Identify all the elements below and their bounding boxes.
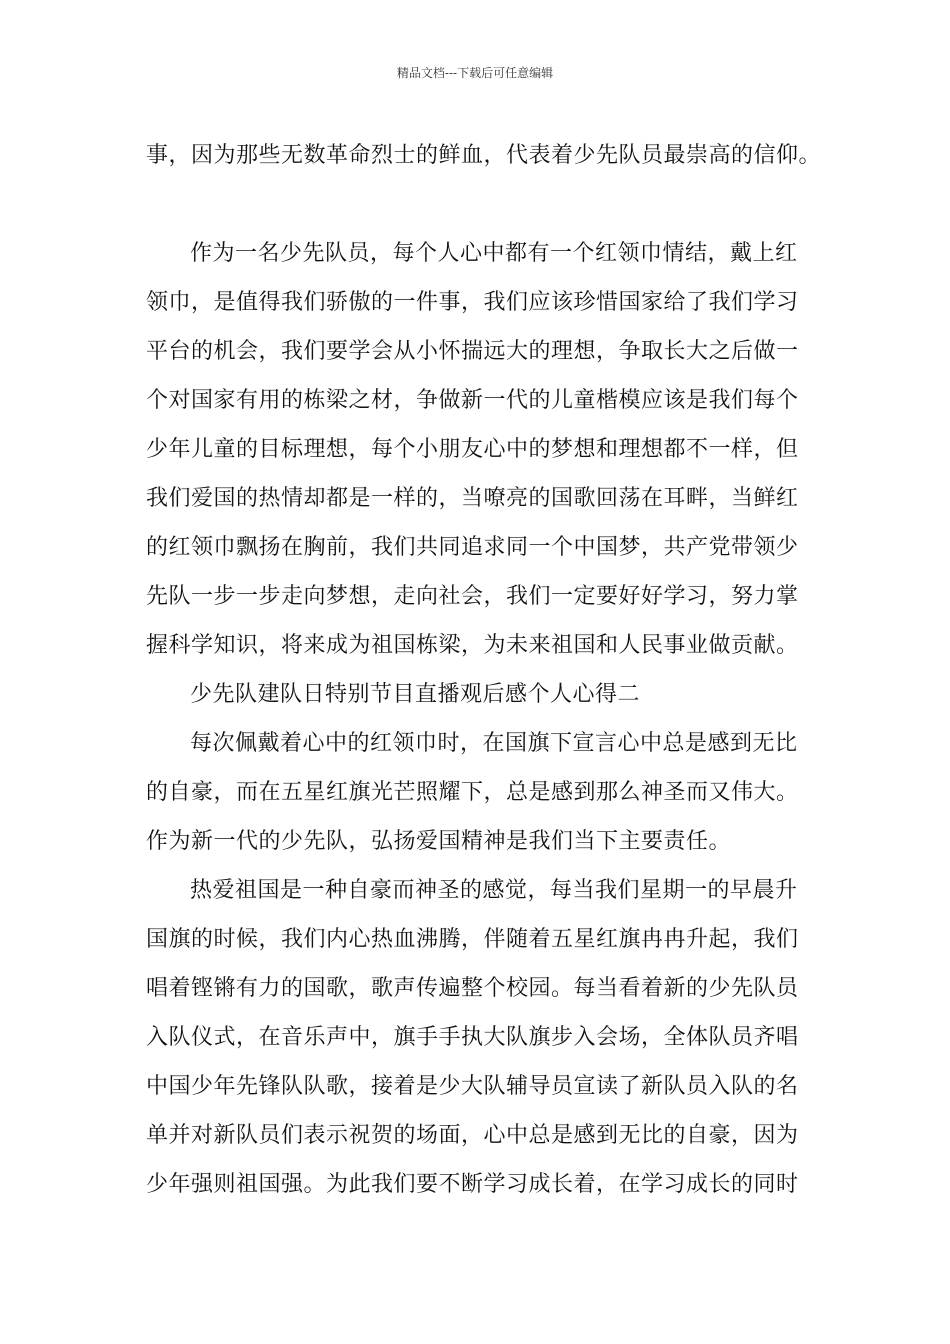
text-line: 单并对新队员们表示祝贺的场面，心中总是感到无比的自豪，因为 [146, 1123, 799, 1148]
text-line: 我们爱国的热情却都是一样的，当嘹亮的国歌回荡在耳畔，当鲜红 [146, 486, 799, 511]
text-line: 国旗的时候，我们内心热血沸腾，伴随着五星红旗冉冉升起，我们 [146, 927, 799, 952]
text-line: 的自豪，而在五星红旗光芒照耀下，总是感到那么神圣而又伟大。 [146, 780, 799, 805]
text-line: 握科学知识，将来成为祖国栋梁，为未来祖国和人民事业做贡献。 [146, 633, 799, 658]
page-header: 精品文档---下载后可任意编辑 [396, 66, 554, 80]
paragraph-gap [146, 180, 810, 229]
text-line: 事，因为那些无数革命烈士的鲜血，代表着少先队员最崇高的信仰。 [146, 143, 822, 168]
text-line: 唱着铿锵有力的国歌，歌声传遍整个校园。每当看着新的少先队员 [146, 976, 799, 1001]
text-line: 先队一步一步走向梦想，走向社会，我们一定要好好学习，努力掌 [146, 584, 799, 609]
text-line: 作为新一代的少先队，弘扬爱国精神是我们当下主要责任。 [146, 829, 732, 854]
text-line: 作为一名少先队员，每个人心中都有一个红领巾情结，戴上红 [190, 241, 798, 266]
text-line: 中国少年先锋队队歌，接着是少大队辅导员宣读了新队员入队的名 [146, 1074, 799, 1099]
text-line: 平台的机会，我们要学会从小怀揣远大的理想，争取长大之后做一 [146, 339, 799, 364]
text-line: 领巾，是值得我们骄傲的一件事，我们应该珍惜国家给了我们学习 [146, 290, 799, 315]
text-line: 个对国家有用的栋梁之材，争做新一代的儿童楷模应该是我们每个 [146, 388, 799, 413]
text-line: 热爱祖国是一种自豪而神圣的感觉，每当我们星期一的早晨升 [190, 878, 798, 903]
text-line: 入队仪式，在音乐声中，旗手手执大队旗步入会场，全体队员齐唱 [146, 1025, 799, 1050]
text-line: 少年儿童的目标理想，每个小朋友心中的梦想和理想都不一样，但 [146, 437, 799, 462]
text-line: 的红领巾飘扬在胸前，我们共同追求同一个中国梦，共产党带领少 [146, 535, 799, 560]
text-line: 每次佩戴着心中的红领巾时，在国旗下宣言心中总是感到无比 [190, 731, 798, 756]
text-line: 少年强则祖国强。为此我们要不断学习成长着，在学习成长的同时 [146, 1172, 799, 1197]
section-heading: 少先队建队日特别节目直播观后感个人心得二 [190, 682, 641, 707]
document-body [146, 131, 822, 1209]
